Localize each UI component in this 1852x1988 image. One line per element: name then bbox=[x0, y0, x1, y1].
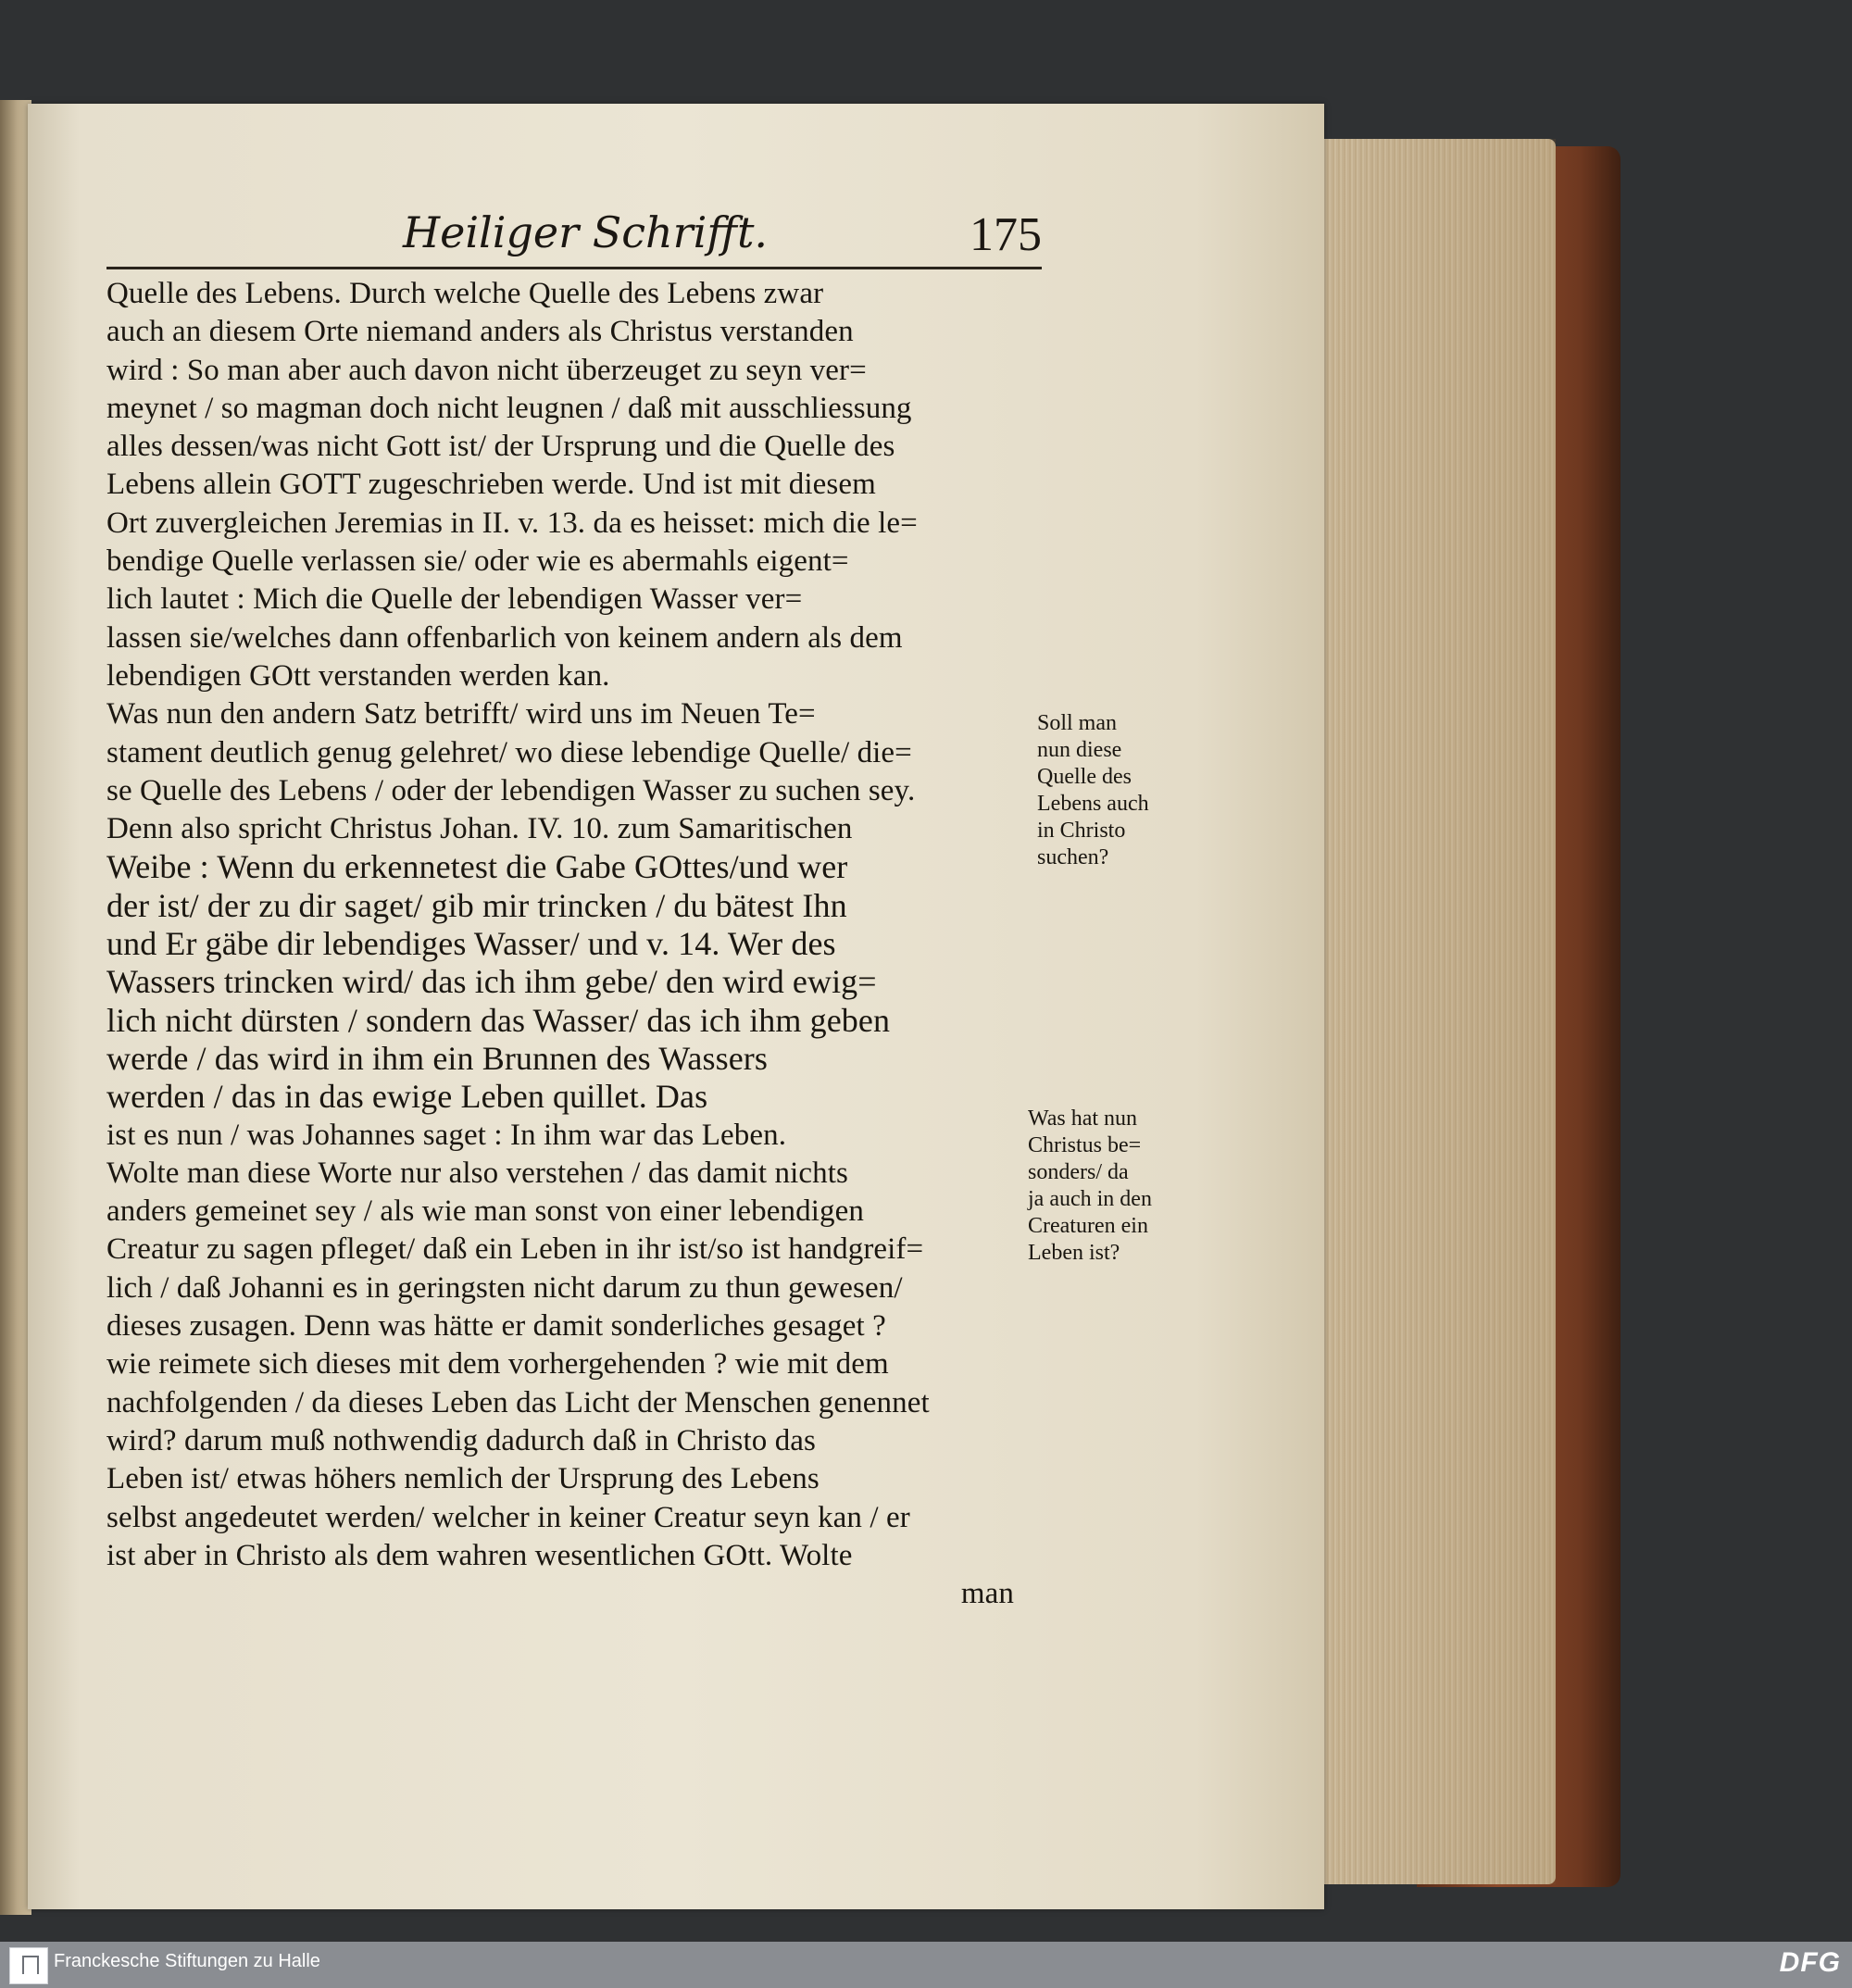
text-line: Leben ist/ etwas höhers nemlich der Ursprung des Lebens bbox=[106, 1462, 820, 1496]
margin-note-line: Soll man bbox=[1037, 711, 1118, 735]
text-line: wird? darum muß nothwendig dadurch daß in Christo das bbox=[106, 1423, 816, 1457]
margin-note-line: sonders/ da bbox=[1028, 1160, 1129, 1184]
margin-note-line: Lebens auch bbox=[1037, 792, 1149, 816]
text-line: Wolte man diese Worte nur also verstehen / das damit nichts bbox=[106, 1156, 848, 1190]
margin-note bbox=[1037, 710, 1149, 871]
text-line: anders gemeinet sey / als wie man sonst von einer lebendigen bbox=[106, 1194, 864, 1229]
text-line: Wassers trincken wird/ das ich ihm gebe/ den wird ewig= bbox=[106, 963, 877, 1001]
margin-note bbox=[1028, 1106, 1152, 1267]
text-line: se Quelle des Lebens / oder der lebendigen Wasser zu suchen sey. bbox=[106, 773, 916, 807]
institution-logo-icon[interactable] bbox=[9, 1947, 48, 1984]
viewer-footer bbox=[0, 1942, 1852, 1988]
text-line: nachfolgenden / da dieses Leben das Licht der Menschen genennet bbox=[106, 1385, 930, 1419]
catchword: man bbox=[960, 1577, 1014, 1611]
text-line: alles dessen/was nicht Gott ist/ der Ursprung und die Quelle des bbox=[106, 430, 895, 464]
text-line: Lebens allein GOTT zugeschrieben werde. Und ist mit diesem bbox=[106, 468, 876, 502]
margin-note-line: suchen? bbox=[1037, 845, 1109, 869]
margin-note-line: Christus be= bbox=[1028, 1133, 1142, 1157]
text-line: selbst angedeutet werden/ welcher in keiner Creatur seyn kan / er bbox=[106, 1500, 910, 1534]
page-number: 175 bbox=[970, 208, 1042, 261]
text-line: Denn also spricht Christus Johan. IV. 10. zum Samaritischen bbox=[106, 812, 853, 846]
text-line: Weibe : Wenn du erkennetest die Gabe GOttes/und wer bbox=[106, 848, 848, 886]
margin-note-line: Creaturen ein bbox=[1028, 1214, 1148, 1238]
page-header bbox=[106, 204, 1042, 269]
text-line: der ist/ der zu dir saget/ gib mir trincken / du bätest Ihn bbox=[106, 886, 847, 924]
text-line: auch an diesem Orte niemand anders als Christus verstanden bbox=[106, 315, 854, 349]
margin-note-line: in Christo bbox=[1037, 819, 1126, 843]
body-text bbox=[106, 275, 1042, 1613]
text-line: ist es nun / was Johannes saget : In ihm war das Leben. bbox=[106, 1118, 787, 1152]
text-line: und Er gäbe dir lebendiges Wasser/ und v. 14. Wer des bbox=[106, 925, 836, 963]
margin-note-line: Quelle des bbox=[1037, 765, 1132, 789]
margin-note-line: Was hat nun bbox=[1028, 1107, 1138, 1131]
text-line: lich / daß Johanni es in geringsten nicht darum zu thun gewesen/ bbox=[106, 1270, 903, 1305]
text-line: dieses zusagen. Denn was hätte er damit sonderliches gesaget ? bbox=[106, 1309, 886, 1344]
text-line: lassen sie/welches dann offenbarlich von keinem andern als dem bbox=[106, 620, 903, 655]
text-line: meynet / so magman doch nicht leugnen / daß mit ausschliessung bbox=[106, 391, 912, 425]
text-line: Creatur zu sagen pfleget/ daß ein Leben in ihr ist/so ist handgreif= bbox=[106, 1232, 924, 1267]
text-line: wie reimete sich dieses mit dem vorhergehenden ? wie mit dem bbox=[106, 1347, 889, 1382]
running-title: Heiliger Schrifft. bbox=[403, 207, 769, 257]
text-line: ist aber in Christo als dem wahren wesentlichen GOtt. Wolte bbox=[106, 1538, 853, 1572]
text-line: wird : So man aber auch davon nicht überzeuget zu seyn ver= bbox=[106, 353, 867, 387]
text-line: Was nun den andern Satz betrifft/ wird uns im Neuen Te= bbox=[106, 697, 816, 731]
text-line: Quelle des Lebens. Durch welche Quelle des Lebens zwar bbox=[106, 277, 824, 310]
institution-name: Franckesche Stiftungen zu Halle bbox=[54, 1951, 320, 1971]
previous-page-edge bbox=[0, 100, 31, 1915]
text-line: lebendigen GOtt verstanden werden kan. bbox=[106, 658, 610, 693]
text-line: bendige Quelle verlassen sie/ oder wie es abermahls eigent= bbox=[106, 544, 849, 579]
text-line: werden / das in das ewige Leben quillet. Das bbox=[106, 1078, 708, 1116]
margin-note-line: nun diese bbox=[1037, 738, 1122, 762]
text-line: Ort zuvergleichen Jeremias in II. v. 13. da es heisset: mich die le= bbox=[106, 506, 918, 540]
book-page bbox=[28, 104, 1324, 1909]
header-rule bbox=[106, 267, 1042, 269]
page-block-edge bbox=[1287, 139, 1556, 1884]
text-line: lich nicht dürsten / sondern das Wasser/ das ich ihm geben bbox=[106, 1001, 891, 1039]
text-line: stament deutlich genug gelehret/ wo diese lebendige Quelle/ die= bbox=[106, 735, 912, 769]
margin-note-line: Leben ist? bbox=[1028, 1241, 1120, 1265]
dfg-logo[interactable]: DFG bbox=[1779, 1947, 1841, 1978]
text-line: werde / das wird in ihm ein Brunnen des Wassers bbox=[106, 1039, 768, 1077]
margin-note-line: ja auch in den bbox=[1028, 1187, 1152, 1211]
text-line: lich lautet : Mich die Quelle der lebendigen Wasser ver= bbox=[106, 582, 803, 617]
